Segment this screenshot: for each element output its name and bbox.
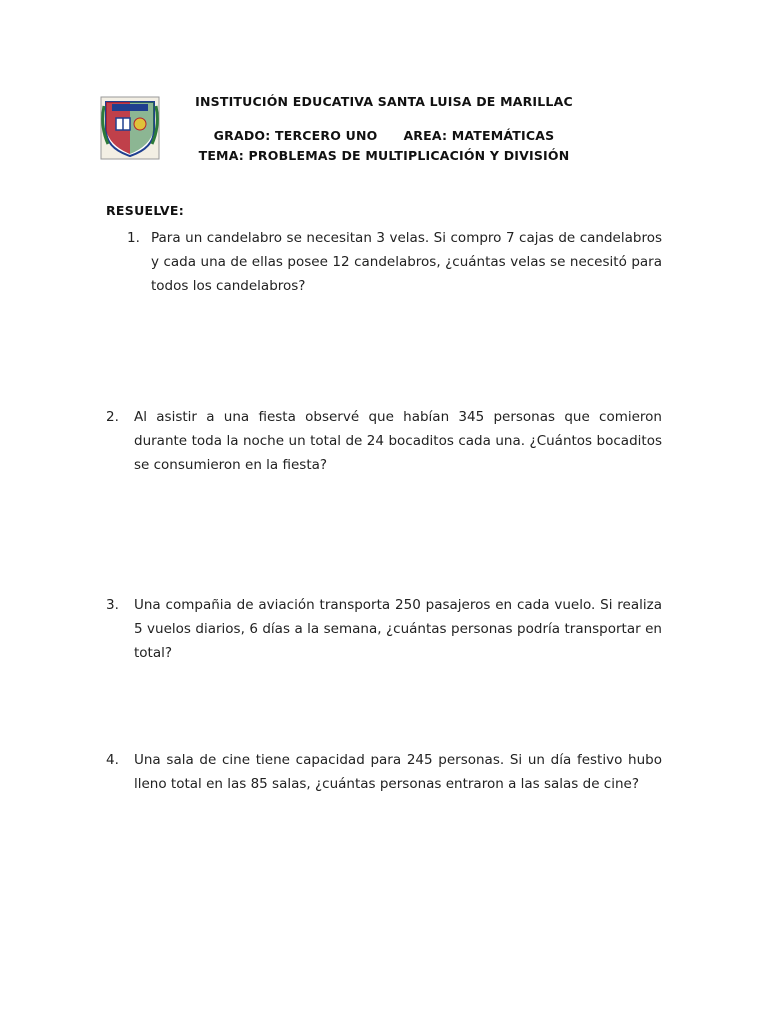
instruction-heading: RESUELVE: [106,203,185,218]
problem-3 [106,593,662,665]
problem-text: Una compañia de aviación transporta 250 pasajeros en cada vuelo. Si realiza 5 vuelos diarios, 6 días a la semana, ¿cuántas personas podría transportar en total? [134,597,662,661]
problem-text: Una sala de cine tiene capacidad para 245 personas. Si un día festivo hubo lleno total en las 85 salas, ¿cuántas personas entraron a las salas de cine? [134,752,662,792]
problem-number: 1. [127,230,140,246]
problem-2 [106,405,662,477]
problem-number: 2. [106,409,119,425]
problem-number: 4. [106,752,119,768]
grade-area-line [0,128,768,143]
problem-text: Al asistir a una fiesta observé que habían 345 personas que comieron durante toda la noche un total de 24 bocaditos cada una. ¿Cuántos bocaditos se consumieron en la fiesta? [134,409,662,473]
problem-text: Para un candelabro se necesitan 3 velas. Si compro 7 cajas de candelabros y cada una de ellas posee 12 candelabros, ¿cuántas velas se necesitó para todos los candelabros? [151,230,662,294]
institution-title: INSTITUCIÓN EDUCATIVA SANTA LUISA DE MARILLAC [195,94,573,109]
problem-1 [127,226,662,298]
grade-label: GRADO: TERCERO UNO [213,128,378,143]
problem-4 [106,748,662,796]
problem-number: 3. [106,597,119,613]
topic-title: TEMA: PROBLEMAS DE MULTIPLICACIÓN Y DIVISIÓN [198,148,570,163]
area-label: AREA: MATEMÁTICAS [403,128,555,143]
